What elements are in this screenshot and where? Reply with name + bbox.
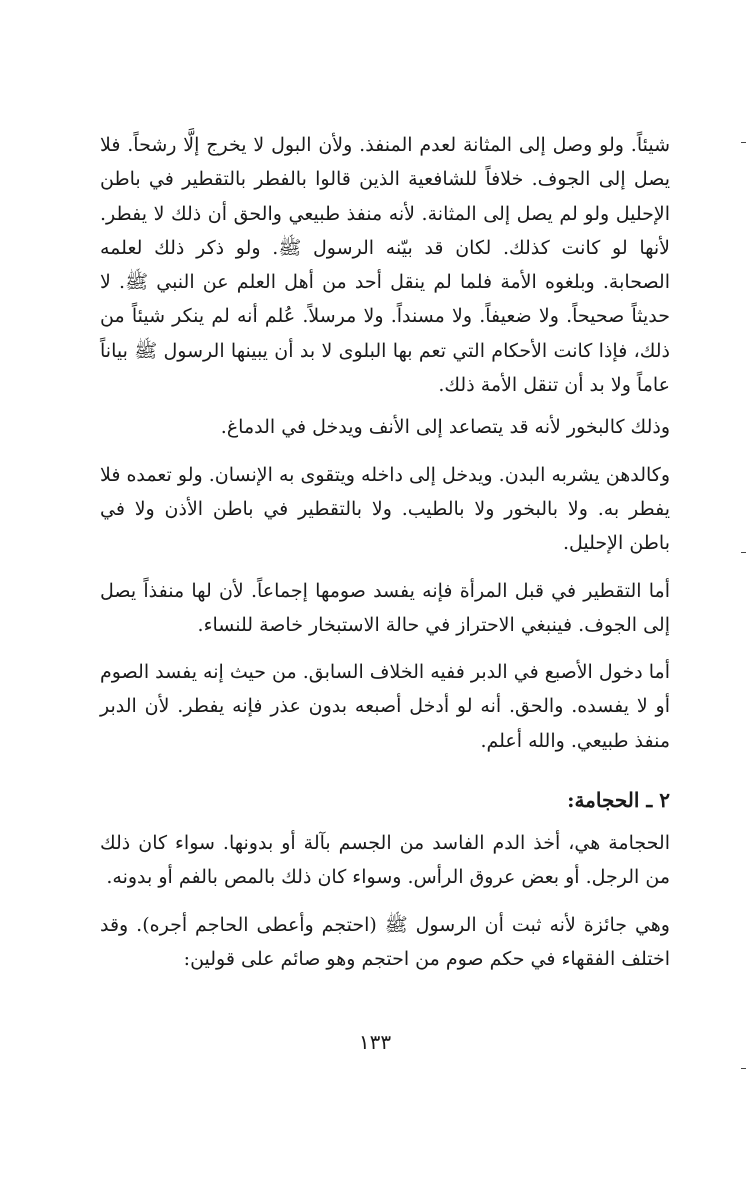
section-heading-cupping: ٢ ـ الحجامة: xyxy=(567,788,670,813)
scan-edge-mark xyxy=(741,552,746,553)
paragraph-woman-drops: أما التقطير في قبل المرأة فإنه يفسد صومها إجماعاً. لأن لها منفذاً يصل إلى الجوف. فينبغي الاحتراز في حالة الاستبخار خاصة للنساء. xyxy=(100,579,670,636)
page-body xyxy=(100,128,670,989)
page-number: ١٣٣ xyxy=(358,1030,392,1054)
paragraph-incense: وذلك كالبخور لأنه قد يتصاعد إلى الأنف ويدخل في الدماغ. xyxy=(220,416,670,439)
paragraph-finger: أما دخول الأصبع في الدبر ففيه الخلاف السابق. من حيث إنه يفسد الصوم أو لا يفسده. والحق. أنه لو أدخل أصبعه بدون عذر فإنه يفطر. لأن الدبر منفذ طبيعي. والله أعلم. xyxy=(100,661,670,752)
paragraph-cupping-ruling: وهي جائزة لأنه ثبت أن الرسول ﷺ (احتجم وأعطى الحاجم أجره). وقد اختلف الفقهاء في حكم صوم من احتجم وهو صائم على قولين: xyxy=(100,913,670,970)
scan-edge-mark xyxy=(741,1068,746,1069)
scan-edge-mark xyxy=(741,142,746,143)
paragraph-cupping-definition: الحجامة هي، أخذ الدم الفاسد من الجسم بآلة أو بدونها. سواء كان ذلك من الرجل. أو بعض عروق الرأس. وسواء كان ذلك بالمص بالفم أو بدونه. xyxy=(100,832,670,889)
paragraph-oil: وكالدهن يشربه البدن. ويدخل إلى داخله ويتقوى به الإنسان. ولو تعمده فلا يفطر به. ولا بالبخور ولا بالطيب. ولا بالتقطير في باطن الأذن ولا في باطن الإحليل. xyxy=(100,463,670,555)
paragraph-urethra-drops: شيئاً. ولو وصل إلى المثانة لعدم المنفذ. ولأن البول لا يخرج إلَّا رشحاً. فلا يصل إلى الجوف. خلافاً للشافعية الذين قالوا بالفطر بالتقطير في باطن الإحليل ولو لم يصل إلى المثانة. لأنه منفذ طبيعي والحق أن ذلك لا يفطر. لأنها لو كانت كذلك. لكان قد بيّنه الرسول ﷺ. ولو ذكر ذلك لعلمه الصحابة. وبلغوه الأمة فلما لم ينقل أحد من أهل العلم عن النبي ﷺ. لا حديثاً صحيحاً. ولا ضعيفاً. ولا مسنداً. ولا مرسلاً. عُلم أنه لم ينكر شيئاً من ذلك، فإذا كانت الأحكام التي تعم بها البلوى لا بد أن يبينها الرسول ﷺ بياناً عاماً ولا بد أن تنقل الأمة ذلك. xyxy=(100,134,670,397)
